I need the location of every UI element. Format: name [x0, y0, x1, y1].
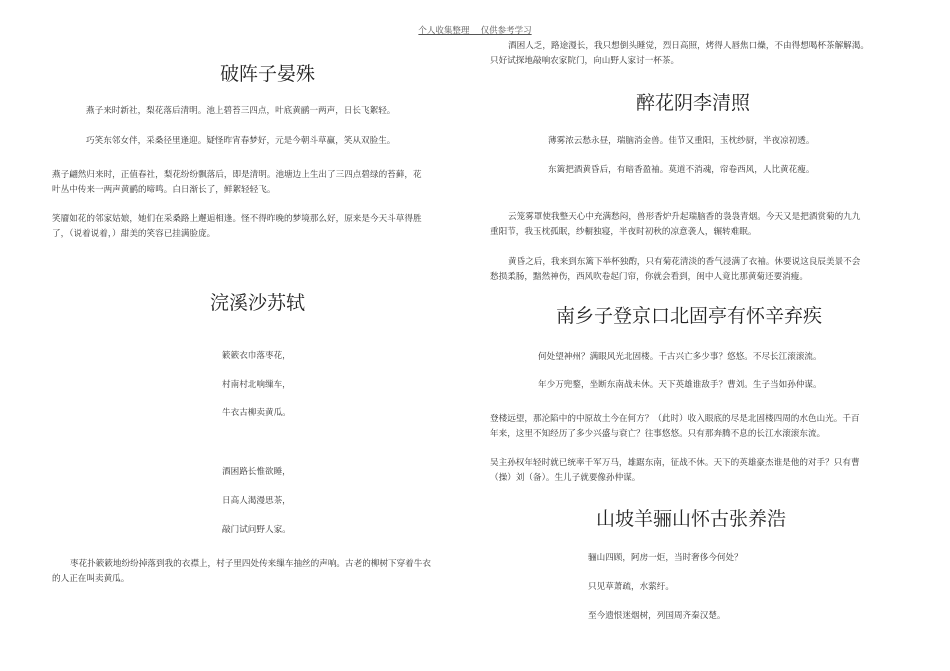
poem-title-huanxisha: 浣溪沙苏轼	[210, 292, 306, 314]
poem-line: 何处望神州？满眼风光北固楼。千古兴亡多少事？悠悠。不尽长江滚滚流。	[538, 352, 822, 362]
poem-line: 敲门试问野人家。	[222, 525, 291, 535]
translation-paragraph: 枣花扑簌簌地纷纷掉落到我的衣襟上，村子里四处传来缫车抽丝的声响。古老的柳树下穿着牛衣的人正在叫卖黄瓜。	[52, 559, 431, 584]
translation-paragraph: 酒困人乏，路途漫长，我只想倒头睡觉，烈日高照，烤得人唇焦口燥，不由得想喝杯茶解解渴。只好试探地敲响农家院门，向山野人家讨一杯茶。	[490, 41, 869, 66]
poem-line: 日高人渴漫思茶，	[222, 496, 291, 506]
poem-line: 年少万兜鍪，坐断东南战未休。天下英雄谁敌手？曹刘。生子当如孙仲谋。	[538, 380, 822, 390]
poem-title-zuihuayin: 醉花阴李清照	[636, 92, 751, 114]
poem-line: 巧笑东邻女伴，采桑径里逢迎。疑怪昨宵春梦好，元是今朝斗草赢，笑从双脸生。	[86, 136, 396, 146]
poem-line: 燕子来时新社，梨花落后清明。池上碧苔三四点，叶底黄鹂一两声，日长飞絮轻。	[86, 106, 396, 116]
poem-title-pozhenzi: 破阵子晏殊	[220, 63, 316, 85]
translation-paragraph: 吴主孙权年轻时就已统率千军万马，雄踞东南，征战不休。天下的英雄豪杰谁是他的对手？只有曹（操）刘（备）。生儿子就要像孙仲谋。	[490, 458, 860, 483]
translation-paragraph: 黄昏之后，我来到东篱下举杯独酌，只有菊花清淡的香气浸满了衣袖。休要说这良辰美景不会愁损柔肠，黯然神伤，西风吹卷起门帘，你就会看到，闺中人竟比那黄菊还要消瘦。	[490, 257, 861, 282]
poem-line: 东篱把酒黄昏后，有暗香盈袖。莫道不消魂，帘卷西风，人比黄花瘦。	[548, 165, 815, 175]
translation-paragraph: 登楼远望，那沦陷中的中原故土今在何方？（此时）收入眼底的尽是北固楼四周的水色山光。千百年来，这里不知经历了多少兴盛与衰亡？往事悠悠。只有那奔腾不息的长江水滚滚东流。	[490, 414, 860, 439]
poem-line: 薄雾浓云愁永昼，瑞脑消金兽。佳节又重阳，玉枕纱厨，半夜凉初透。	[548, 136, 815, 146]
translation-paragraph: 笑靥如花的邻家姑娘，她们在采桑路上邂逅相逢。怪不得昨晚的梦境那么好，原来是今天斗草得胜了，（说着说着，）甜美的笑容已挂满脸庞。	[52, 214, 422, 239]
poem-line: 只见草萧疏，水萦纡。	[588, 582, 674, 592]
poem-line: 酒困路长惟欲睡，	[222, 467, 291, 477]
translation-paragraph: 燕子翩然归来时，正值春社，梨花纷纷飘落后，即是清明。池塘边上生出了三四点碧绿的苔藓，花叶丛中传来一两声黄鹂的啼鸣。白日渐长了，鲜絮轻轻飞。	[52, 170, 422, 195]
poem-title-nanxiangzi: 南乡子登京口北固亭有怀辛弃疾	[556, 305, 823, 327]
poem-line: 簌簌衣巾落枣花，	[222, 351, 291, 361]
poem-line: 村南村北响缫车，	[222, 380, 291, 390]
poem-line: 骊山四顾，阿房一炬，当时奢侈今何处？	[588, 553, 743, 563]
poem-line: 牛衣古柳卖黄瓜。	[222, 408, 291, 418]
poem-line: 至今遗恨迷烟树，列国周齐秦汉楚。	[588, 611, 726, 621]
poem-title-shanpoyang: 山坡羊骊山怀古张养浩	[596, 508, 787, 530]
translation-paragraph: 云笼雾罩使我整天心中充满愁闷，兽形香炉升起瑞脑香的袅袅青烟。今天又是把酒赏菊的九九重阳节，我玉枕孤眠，纱橱独寝，半夜时初秋的凉意袭人，辗转难眠。	[490, 212, 861, 237]
page-header: 个人收集整理 仅供参考学习	[418, 26, 532, 36]
